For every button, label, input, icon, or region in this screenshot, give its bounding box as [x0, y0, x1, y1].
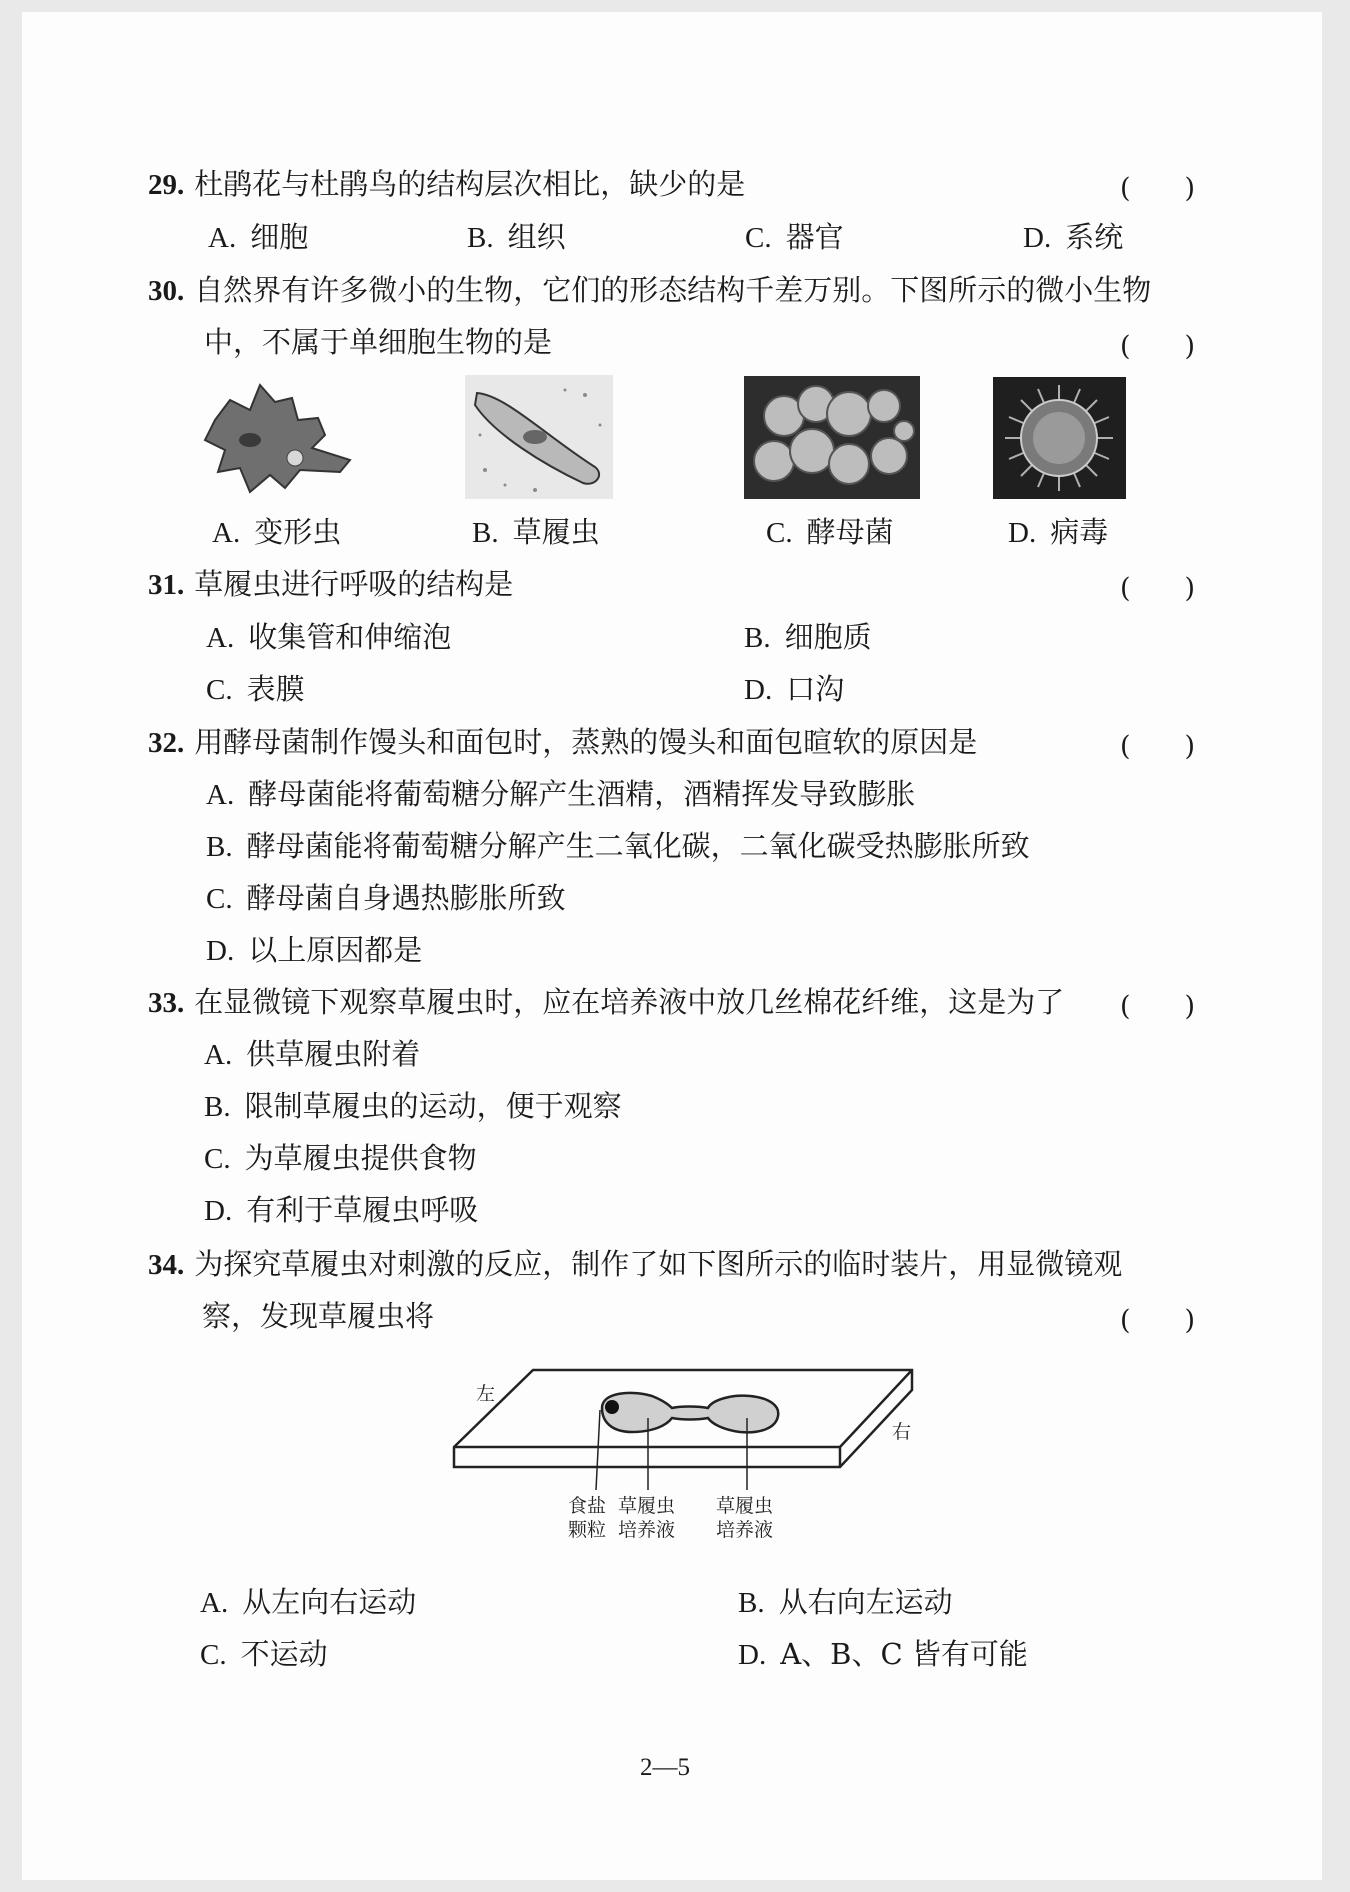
yeast-image: [744, 376, 920, 499]
answer-blank: ( ): [1120, 573, 1196, 604]
question-29: [148, 162, 745, 203]
question-text: 在显微镜下观察草履虫时，应在培养液中放几丝棉花纤维，这是为了: [194, 985, 1065, 1019]
option-d: D. 口沟: [744, 672, 845, 706]
question-number: 33.: [148, 987, 185, 1019]
option-d: D. 有利于草履虫呼吸: [204, 1193, 479, 1227]
amoeba-image: [200, 380, 360, 495]
question-text: 草履虫进行呼吸的结构是: [194, 567, 514, 601]
question-text: 用酵母菌制作馒头和面包时，蒸熟的馒头和面包暄软的原因是: [194, 725, 978, 759]
question-30: [148, 268, 1151, 309]
slide-diagram: [440, 1360, 940, 1560]
salt-label-2: 颗粒: [568, 1519, 607, 1541]
answer-blank: ( ): [1120, 1305, 1196, 1336]
option-a: A. 变形虫: [212, 515, 342, 549]
option-c: C. 器官: [745, 220, 844, 254]
option-b: B. 从右向左运动: [738, 1585, 953, 1619]
salt-grain: [605, 1400, 619, 1414]
question-number: 30.: [148, 275, 185, 307]
virus-image: [993, 377, 1126, 499]
salt-label-1: 食盐: [568, 1495, 607, 1517]
option-d: D. 病毒: [1008, 515, 1109, 549]
question-31: [148, 562, 513, 603]
answer-blank: ( ): [1120, 331, 1196, 362]
option-d: D. 以上原因都是: [206, 933, 423, 967]
culture-b-label-2: 培养液: [716, 1519, 774, 1541]
question-text: 为探究草履虫对刺激的反应，制作了如下图所示的临时装片，用显微镜观: [194, 1247, 1123, 1281]
option-b: B. 限制草履虫的运动，便于观察: [204, 1089, 622, 1123]
question-34-line2: 察，发现草履虫将: [202, 1299, 435, 1333]
culture-a-label-2: 培养液: [618, 1519, 676, 1541]
option-a: A. 供草履虫附着: [204, 1037, 421, 1071]
option-a: A. 酵母菌能将葡萄糖分解产生酒精，酒精挥发导致膨胀: [206, 777, 916, 811]
question-number: 31.: [148, 569, 185, 601]
option-b: B. 细胞质: [744, 620, 872, 654]
question-32: [148, 720, 977, 761]
option-d: D. A、B、C 皆有可能: [738, 1637, 1028, 1671]
option-b: B. 草履虫: [472, 515, 600, 549]
question-number: 32.: [148, 727, 185, 759]
option-b: B. 酵母菌能将葡萄糖分解产生二氧化碳，二氧化碳受热膨胀所致: [206, 829, 1030, 863]
question-34: [148, 1242, 1122, 1283]
question-text: 自然界有许多微小的生物，它们的形态结构千差万别。下图所示的微小生物: [194, 273, 1152, 307]
question-number: 34.: [148, 1249, 185, 1281]
answer-blank: ( ): [1120, 731, 1196, 762]
option-c: C. 表膜: [206, 672, 305, 706]
option-c: C. 酵母菌: [766, 515, 894, 549]
answer-blank: ( ): [1120, 991, 1196, 1022]
question-33: [148, 980, 1064, 1021]
option-a: A. 收集管和伸缩泡: [206, 620, 452, 654]
option-d: D. 系统: [1023, 220, 1124, 254]
answer-blank: ( ): [1120, 173, 1196, 204]
right-label: 右: [892, 1421, 912, 1443]
question-30-line2: 中，不属于单细胞生物的是: [204, 325, 553, 359]
question-number: 29.: [148, 169, 185, 201]
culture-b-label-1: 草履虫: [716, 1495, 774, 1517]
option-c: C. 不运动: [200, 1637, 328, 1671]
option-a: A. 细胞: [208, 220, 309, 254]
question-text: 杜鹃花与杜鹃鸟的结构层次相比，缺少的是: [194, 167, 746, 201]
culture-drops: [602, 1393, 778, 1432]
option-b: B. 组织: [467, 220, 566, 254]
left-label: 左: [476, 1383, 496, 1405]
option-a: A. 从左向右运动: [200, 1585, 417, 1619]
option-c: C. 为草履虫提供食物: [204, 1141, 477, 1175]
page-number: 2—5: [640, 1754, 690, 1781]
option-c: C. 酵母菌自身遇热膨胀所致: [206, 881, 566, 915]
paramecium-image: [465, 375, 613, 499]
culture-a-label-1: 草履虫: [618, 1495, 676, 1517]
